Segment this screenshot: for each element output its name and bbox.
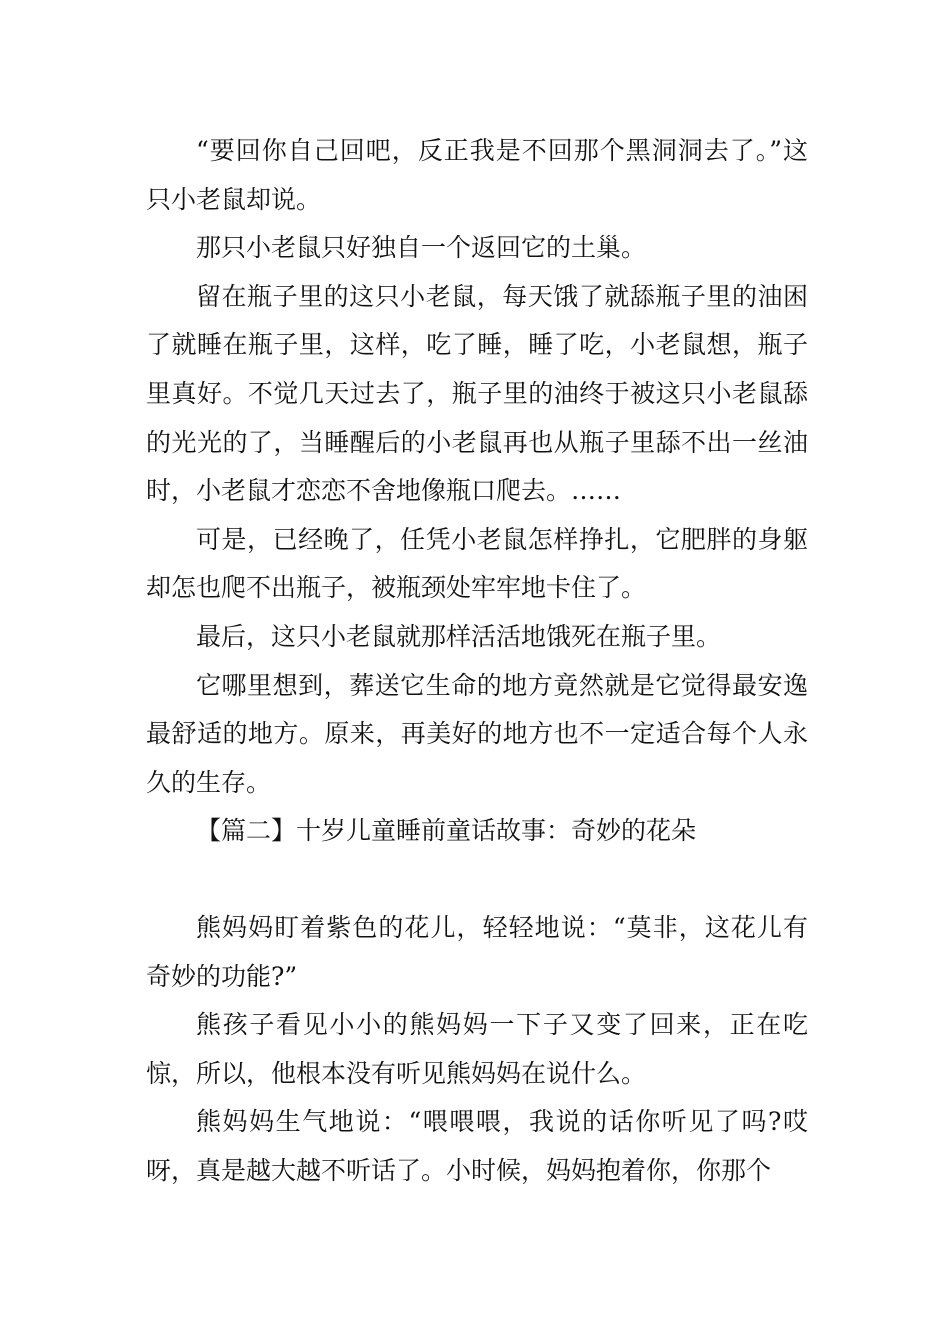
paragraph-1: “要回你自己回吧，反正我是不回那个黑洞洞去了。”这只小老鼠却说。 [146, 136, 808, 214]
paragraph-2: 那只小老鼠只好独自一个返回它的土巢。 [196, 233, 647, 263]
document-page [146, 127, 808, 1195]
section-heading: 【篇二】十岁儿童睡前童话故事：奇妙的花朵 [196, 816, 697, 846]
paragraph-3: 留在瓶子里的这只小老鼠，每天饿了就舔瓶子里的油困了就睡在瓶子里，这样，吃了睡，睡了吃，小老鼠想，瓶子里真好。不觉几天过去了，瓶子里的油终于被这只小老鼠舔的光光的了，当睡醒后的小老鼠再也从瓶子里舔不出一丝油时，小老鼠才恋恋不舍地像瓶口爬去。…… [146, 281, 808, 506]
paragraph-9: 熊妈妈生气地说：“喂喂喂，我说的话你听见了吗?哎呀，真是越大越不听话了。小时候，妈妈抱着你，你那个 [146, 1107, 808, 1185]
paragraph-4: 可是，已经晚了，任凭小老鼠怎样挣扎，它肥胖的身躯却怎也爬不出瓶子，被瓶颈处牢牢地卡住了。 [146, 524, 808, 603]
paragraph-7: 熊妈妈盯着紫色的花儿，轻轻地说：“莫非，这花儿有奇妙的功能?” [146, 912, 808, 991]
paragraph-6: 它哪里想到，葬送它生命的地方竟然就是它觉得最安逸最舒适的地方。原来，再美好的地方也不一定适合每个人永久的生存。 [146, 670, 808, 797]
paragraph-8: 熊孩子看见小小的熊妈妈一下子又变了回来，正在吃惊，所以，他根本没有听见熊妈妈在说什么。 [146, 1010, 808, 1088]
paragraph-5: 最后，这只小老鼠就那样活活地饿死在瓶子里。 [196, 621, 722, 651]
section-spacer [146, 856, 808, 904]
